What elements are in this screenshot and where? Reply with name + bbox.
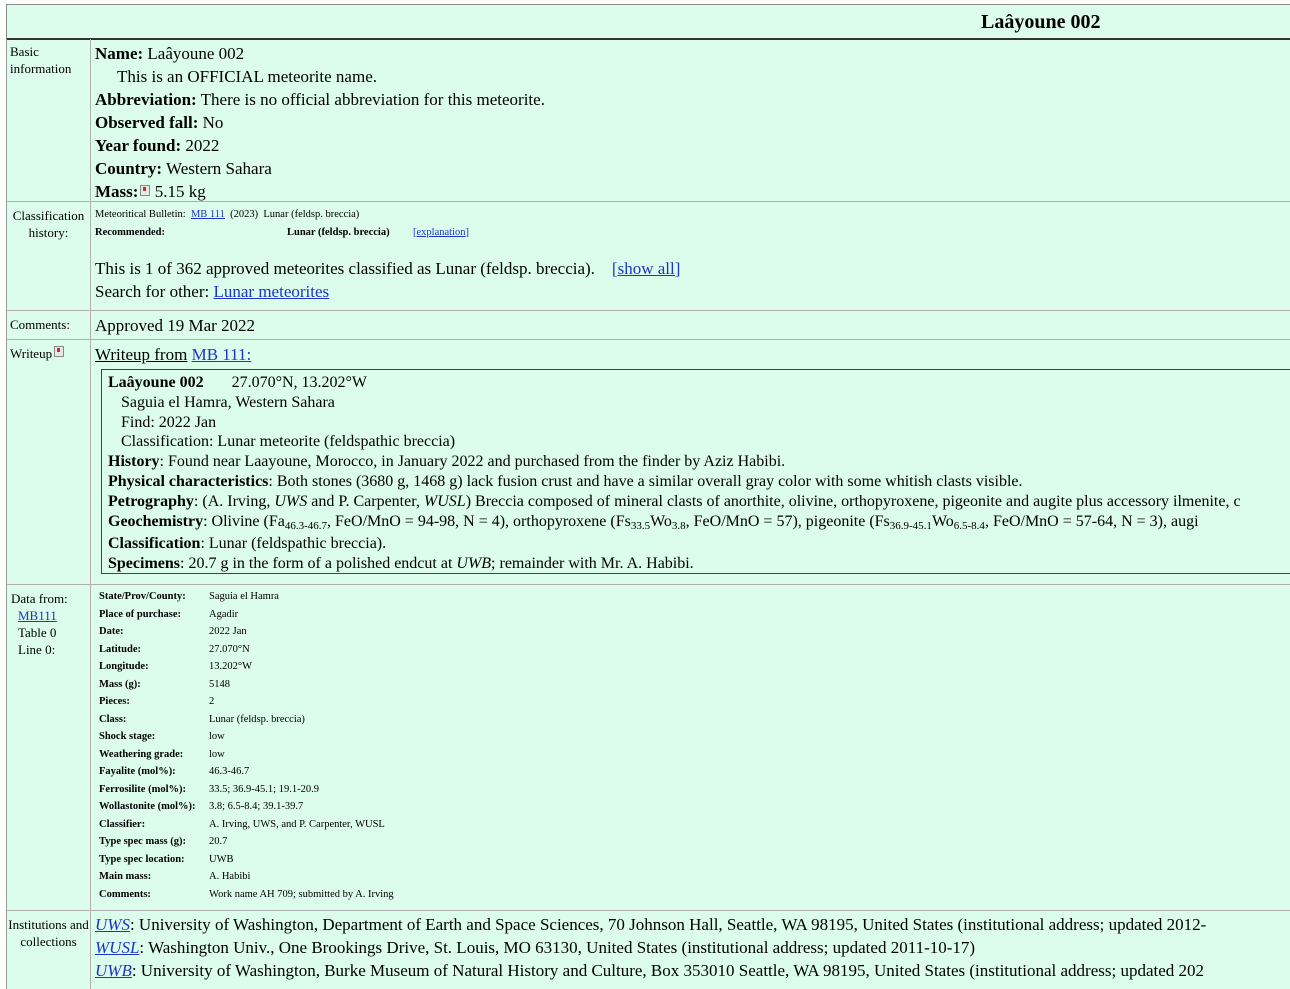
data-table-key: Mass (g): bbox=[99, 678, 141, 690]
name-value: Laâyoune 002 bbox=[147, 44, 245, 63]
writeup-label: Writeup bbox=[10, 346, 53, 361]
writeup-link-prefix[interactable]: Writeup from bbox=[95, 345, 188, 364]
data-table-value: 46.3-46.7 bbox=[209, 766, 250, 777]
data-table-key: Class: bbox=[99, 713, 127, 725]
history-text: : Found near Laayoune, Morocco, in January 2022 and purchased from the finder by Aziz Habibi. bbox=[159, 453, 786, 471]
bulletin-class: Lunar (feldsp. breccia) bbox=[263, 209, 360, 220]
writeup-classification bbox=[108, 534, 1290, 554]
physical-text: : Both stones (3680 g, 1468 g) lack fusion crust and have a similar overall gray color with some whitish clasts visible. bbox=[268, 472, 1023, 490]
data-table-row bbox=[99, 833, 394, 851]
data-table-row bbox=[99, 588, 394, 606]
geo-5: Wo bbox=[931, 512, 954, 530]
writeup-heading bbox=[108, 373, 1290, 393]
petro-text-a: : (A. Irving, bbox=[193, 492, 275, 510]
data-table-key: Main mass: bbox=[99, 871, 152, 882]
data-table-value: low bbox=[209, 731, 225, 742]
data-table-value: low bbox=[209, 748, 225, 760]
data-table-row bbox=[99, 623, 394, 641]
data-from-label: Data from: bbox=[11, 591, 68, 606]
data-table-key: Comments: bbox=[99, 888, 151, 900]
data-table-key: Shock stage: bbox=[99, 731, 156, 742]
bulletin-link[interactable]: MB 111 bbox=[190, 209, 225, 220]
data-table-row bbox=[99, 763, 394, 781]
classification-content bbox=[95, 206, 1290, 303]
search-line bbox=[95, 280, 1290, 303]
country-value: Western Sahara bbox=[166, 159, 272, 178]
data-table-value: Work name AH 709; submitted by A. Irving bbox=[209, 888, 394, 900]
data-table-row bbox=[99, 693, 394, 711]
bulletin-year: (2023) bbox=[230, 209, 259, 220]
name-label: Name: bbox=[95, 44, 144, 63]
writeup-specimens bbox=[108, 554, 1290, 574]
data-table-row bbox=[99, 658, 394, 676]
data-table-row bbox=[99, 711, 394, 729]
institution-item bbox=[95, 936, 1290, 959]
petro-text-b: and P. Carpenter, bbox=[307, 492, 424, 510]
geo-5-sub: 6.5-8.4 bbox=[953, 519, 985, 532]
writeup-petrography bbox=[108, 492, 1290, 512]
lunar-meteorites-link[interactable]: Lunar meteorites bbox=[213, 281, 330, 301]
data-table-value: Saguia el Hamra bbox=[209, 591, 279, 602]
data-table-row bbox=[99, 606, 394, 624]
geo-6: , FeO/MnO = 57-64, N = 3), augi bbox=[984, 512, 1199, 530]
institution-text: : Washington Univ., One Brookings Drive, St. Louis, MO 63130, United States (institutional address; updated 2011-10-17) bbox=[139, 938, 976, 957]
class-text: : Lunar (feldspathic breccia). bbox=[200, 535, 387, 553]
data-table-row bbox=[99, 868, 394, 886]
meteorite-record-page bbox=[6, 4, 1290, 989]
writeup-row bbox=[6, 340, 1290, 585]
recommended-line bbox=[95, 224, 1290, 241]
count-text: This is 1 of 362 approved meteorites classified as Lunar (feldsp. breccia). bbox=[95, 258, 595, 278]
data-from-line: Line 0: bbox=[18, 642, 56, 657]
data-table-key: Weathering grade: bbox=[99, 748, 184, 760]
fall-label: Observed fall: bbox=[95, 113, 199, 132]
data-table-value: 13.202°W bbox=[209, 661, 252, 672]
mass-help-icon[interactable] bbox=[140, 185, 150, 196]
mass-value: 5.15 kg bbox=[154, 182, 206, 201]
page-title: Laâyoune 002 bbox=[981, 11, 1101, 33]
petro-uws: UWS bbox=[274, 492, 308, 510]
institution-code-link[interactable]: UWS bbox=[95, 915, 130, 934]
basic-info-label: Basic information bbox=[7, 39, 91, 201]
data-table-value: Lunar (feldsp. breccia) bbox=[209, 713, 305, 725]
data-from-table: Table 0 bbox=[18, 625, 57, 640]
data-table-row bbox=[99, 781, 394, 799]
geo-1-sub: 46.3-46.7 bbox=[284, 519, 328, 532]
data-table-key: State/Prov/County: bbox=[99, 591, 186, 602]
year-label: Year found: bbox=[95, 136, 182, 155]
geo-label: Geochemistry bbox=[108, 512, 204, 530]
institutions-row bbox=[6, 911, 1290, 989]
recommended-class: Lunar (feldsp. breccia) bbox=[287, 226, 390, 238]
data-table-row bbox=[99, 886, 394, 904]
class-label: Classification bbox=[108, 535, 201, 553]
data-table-row bbox=[99, 728, 394, 746]
data-table-key: Fayalite (mol%): bbox=[99, 766, 176, 777]
writeup-geochemistry bbox=[108, 512, 1290, 532]
classification-row bbox=[6, 202, 1290, 311]
comments-label: Comments: bbox=[7, 311, 91, 339]
data-from-link[interactable]: MB111 bbox=[18, 608, 57, 623]
data-table-key: Type spec mass (g): bbox=[99, 836, 187, 847]
physical-label: Physical characteristics bbox=[108, 472, 269, 490]
data-table-value: A. Habibi bbox=[209, 871, 251, 882]
data-table-row bbox=[99, 798, 394, 816]
mass-label: Mass: bbox=[95, 182, 139, 201]
bulletin-label: Meteoritical Bulletin: bbox=[95, 209, 186, 220]
data-table-row bbox=[99, 851, 394, 869]
data-table-key: Pieces: bbox=[99, 696, 130, 707]
writeup-link-line bbox=[95, 343, 1290, 366]
geo-3-sub: 3.8 bbox=[671, 519, 686, 532]
comments-value: Approved 19 Mar 2022 bbox=[95, 316, 256, 335]
data-table-key: Type spec location: bbox=[99, 853, 185, 865]
data-table-key: Latitude: bbox=[99, 643, 141, 655]
writeup-box bbox=[101, 369, 1290, 574]
abbrev-label: Abbreviation: bbox=[95, 90, 197, 109]
institution-code-link[interactable]: UWB bbox=[95, 961, 132, 980]
writeup-label-cell bbox=[7, 340, 91, 584]
bulletin-line bbox=[95, 206, 1290, 224]
data-table-value: 2 bbox=[209, 696, 215, 707]
count-line bbox=[95, 257, 1290, 280]
data-table-key: Wollastonite (mol%): bbox=[99, 801, 196, 812]
writeup-heading-name: Laâyoune 002 bbox=[108, 374, 204, 391]
data-table-row bbox=[99, 746, 394, 764]
writeup-heading-coords: 27.070°N, 13.202°W bbox=[231, 374, 368, 391]
institution-code-link[interactable]: WUSL bbox=[95, 938, 140, 957]
geo-4-sub: 36.9-45.1 bbox=[889, 519, 932, 532]
data-from-label-cell bbox=[7, 585, 91, 910]
data-table-key: Ferrosilite (mol%): bbox=[99, 783, 186, 795]
year-value: 2022 bbox=[185, 136, 220, 155]
petro-label: Petrography bbox=[108, 492, 194, 510]
basic-info-row bbox=[6, 39, 1290, 202]
institution-item bbox=[95, 913, 1290, 936]
data-table-key: Place of purchase: bbox=[99, 608, 182, 620]
data-table-value: A. Irving, UWS, and P. Carpenter, WUSL bbox=[209, 818, 385, 830]
spec-uwb: UWB bbox=[456, 555, 492, 573]
institution-item bbox=[95, 959, 1290, 982]
writeup-help-icon[interactable] bbox=[54, 346, 64, 357]
data-table-value: Agadir bbox=[209, 608, 239, 620]
data-table-row bbox=[99, 676, 394, 694]
data-table-value: 27.070°N bbox=[209, 643, 250, 655]
official-note: This is an OFFICIAL meteorite name. bbox=[117, 67, 377, 86]
institution-text: : University of Washington, Department of Earth and Space Sciences, 70 Johnson Hall, Seattle, WA 98195, United States (institutional address; updated 2012- bbox=[129, 915, 1207, 934]
spec-label: Specimens bbox=[108, 555, 180, 573]
recommended-label: Recommended: bbox=[95, 226, 165, 238]
spec-text-b: ; remainder with Mr. A. Habibi. bbox=[491, 555, 694, 573]
country-label: Country: bbox=[95, 159, 163, 178]
writeup-find: Find: 2022 Jan bbox=[121, 413, 217, 431]
data-table-value: 5148 bbox=[209, 678, 230, 690]
institution-text: : University of Washington, Burke Museum of Natural History and Culture, Box 353010 Seattle, WA 98195, United States (institutional address; updated 202 bbox=[131, 961, 1205, 980]
data-table-body bbox=[99, 588, 394, 903]
geo-3: Wo bbox=[650, 512, 672, 530]
data-table-row bbox=[99, 816, 394, 834]
data-table-key: Classifier: bbox=[99, 818, 146, 830]
geo-4: , FeO/MnO = 57), pigeonite (Fs bbox=[685, 512, 890, 530]
fall-value: No bbox=[202, 113, 224, 132]
data-table-value: 3.8; 6.5-8.4; 39.1-39.7 bbox=[209, 801, 304, 812]
institutions-label: Institutions and collections bbox=[7, 911, 91, 989]
data-table-key: Date: bbox=[99, 626, 124, 637]
title-row bbox=[6, 4, 1290, 40]
basic-info-content bbox=[95, 42, 1290, 203]
abbrev-value: There is no official abbreviation for this meteorite. bbox=[200, 90, 545, 109]
show-all-link[interactable]: [show all] bbox=[611, 258, 681, 278]
writeup-classification-line: Classification: Lunar meteorite (feldspathic breccia) bbox=[121, 433, 456, 451]
data-from-row bbox=[6, 585, 1290, 911]
explanation-link[interactable]: [explanation] bbox=[413, 226, 469, 238]
data-table-value: 20.7 bbox=[209, 836, 228, 847]
writeup-history bbox=[108, 452, 1290, 472]
writeup-mb-link[interactable]: MB 111: bbox=[191, 345, 252, 364]
geo-1: : Olivine (Fa bbox=[203, 512, 285, 530]
data-table-value: 33.5; 36.9-45.1; 19.1-20.9 bbox=[209, 783, 319, 795]
spec-text-a: : 20.7 g in the form of a polished endcut at bbox=[180, 555, 457, 573]
data-table-key: Longitude: bbox=[99, 661, 149, 672]
writeup-physical bbox=[108, 472, 1290, 492]
petro-wusl: WUSL bbox=[423, 492, 466, 510]
geo-2-sub: 33.5 bbox=[630, 519, 651, 532]
data-table-value: UWB bbox=[209, 853, 234, 865]
classification-label: Classification history: bbox=[7, 202, 91, 310]
geo-2: , FeO/MnO = 94-98, N = 4), orthopyroxene (Fs bbox=[327, 512, 631, 530]
writeup-location: Saguia el Hamra, Western Sahara bbox=[121, 393, 335, 411]
search-text: Search for other: bbox=[95, 281, 210, 301]
institutions-list bbox=[95, 913, 1290, 982]
history-label: History bbox=[108, 453, 160, 471]
data-table-value: 2022 Jan bbox=[209, 626, 247, 637]
petro-text-c: ) Breccia composed of mineral clasts of anorthite, olivine, orthopyroxene, pigeonite and augite plus accessory ilmenite, c bbox=[465, 492, 1241, 510]
comments-row bbox=[6, 311, 1290, 340]
data-table-row bbox=[99, 641, 394, 659]
